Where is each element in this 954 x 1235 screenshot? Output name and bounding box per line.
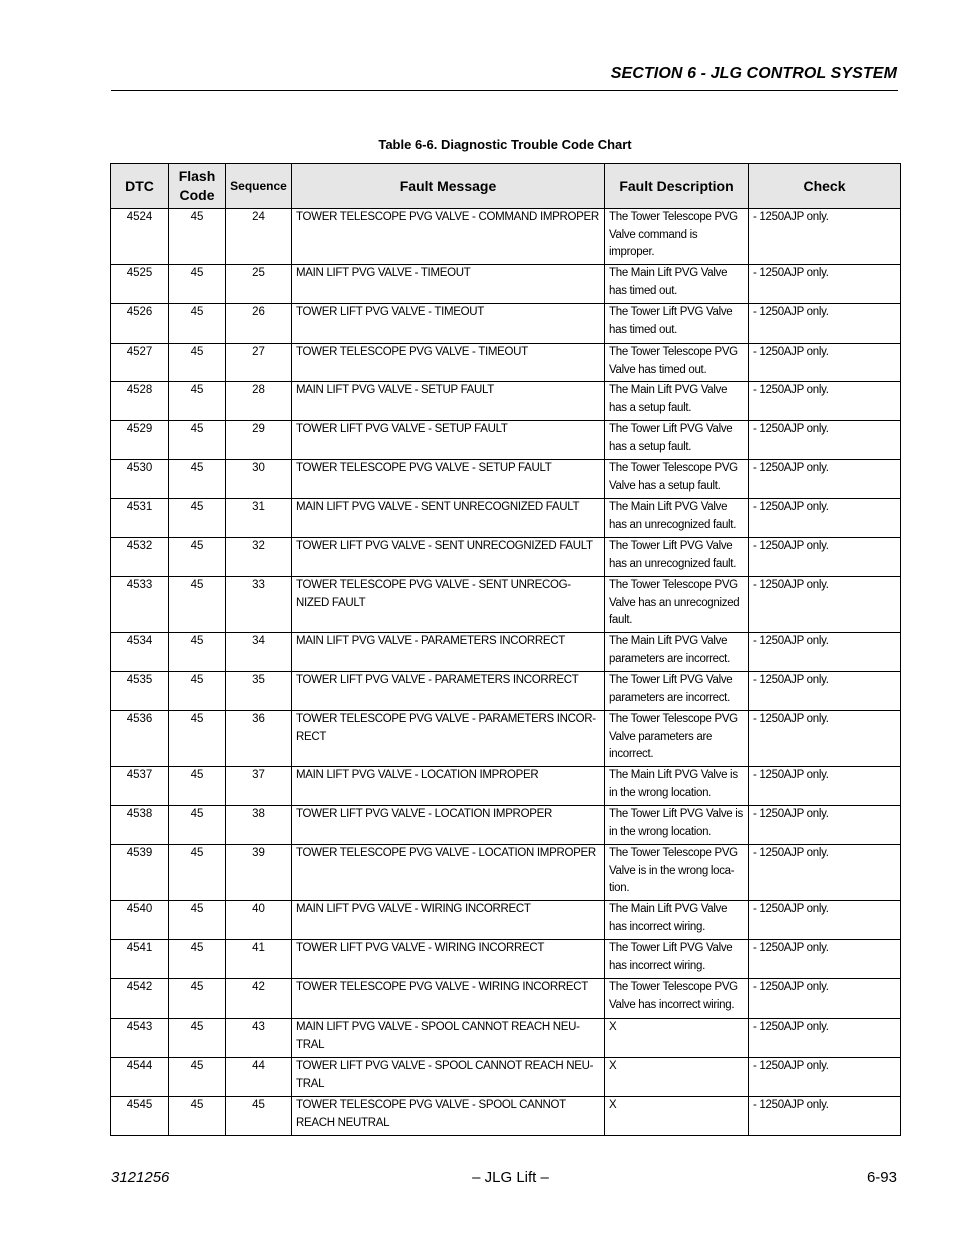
cell-flash-code: 45: [169, 845, 226, 901]
table-row: [111, 767, 901, 806]
cell-fault-message: MAIN LIFT PVG VALVE - SETUP FAULT: [292, 382, 605, 421]
table-row: [111, 499, 901, 538]
cell-check: - 1250AJP only.: [749, 806, 901, 845]
cell-fault-description: X: [605, 1097, 749, 1136]
table-row: [111, 845, 901, 901]
cell-check: - 1250AJP only.: [749, 979, 901, 1019]
cell-fault-message: TOWER LIFT PVG VALVE - LOCATION IMPROPER: [292, 806, 605, 845]
cell-fault-message: MAIN LIFT PVG VALVE - PARAMETERS INCORRECT: [292, 633, 605, 672]
cell-sequence: 30: [226, 460, 292, 499]
cell-fault-message: TOWER TELESCOPE PVG VALVE - SENT UNRECOG-NIZED FAULT: [292, 577, 605, 633]
column-header-sequence: Sequence: [226, 164, 292, 209]
cell-dtc: 4525: [111, 265, 169, 304]
table-row: [111, 538, 901, 577]
cell-fault-description: The Tower Lift PVG Valve has a setup fault.: [605, 421, 749, 460]
cell-sequence: 24: [226, 209, 292, 265]
cell-fault-description: The Tower Telescope PVG Valve has an unrecognized fault.: [605, 577, 749, 633]
cell-fault-description: The Tower Telescope PVG Valve is in the wrong loca-tion.: [605, 845, 749, 901]
cell-flash-code: 45: [169, 1019, 226, 1058]
cell-dtc: 4531: [111, 499, 169, 538]
cell-sequence: 32: [226, 538, 292, 577]
cell-check: - 1250AJP only.: [749, 1058, 901, 1097]
cell-fault-message: MAIN LIFT PVG VALVE - LOCATION IMPROPER: [292, 767, 605, 806]
cell-check: - 1250AJP only.: [749, 577, 901, 633]
cell-dtc: 4541: [111, 940, 169, 979]
cell-fault-message: TOWER LIFT PVG VALVE - SETUP FAULT: [292, 421, 605, 460]
cell-check: - 1250AJP only.: [749, 845, 901, 901]
cell-fault-message: TOWER LIFT PVG VALVE - WIRING INCORRECT: [292, 940, 605, 979]
cell-dtc: 4540: [111, 901, 169, 940]
cell-dtc: 4532: [111, 538, 169, 577]
cell-fault-description: The Tower Telescope PVG Valve has a setup fault.: [605, 460, 749, 499]
cell-dtc: 4534: [111, 633, 169, 672]
cell-sequence: 40: [226, 901, 292, 940]
cell-flash-code: 45: [169, 460, 226, 499]
cell-check: - 1250AJP only.: [749, 633, 901, 672]
cell-check: - 1250AJP only.: [749, 304, 901, 344]
table-row: [111, 672, 901, 711]
cell-fault-description: The Tower Telescope PVG Valve has incorrect wiring.: [605, 979, 749, 1019]
cell-sequence: 25: [226, 265, 292, 304]
cell-flash-code: 45: [169, 344, 226, 382]
cell-dtc: 4524: [111, 209, 169, 265]
cell-fault-message: TOWER LIFT PVG VALVE - PARAMETERS INCORRECT: [292, 672, 605, 711]
table-row: [111, 806, 901, 845]
footer-doc-number: 3121256: [111, 1169, 170, 1186]
cell-fault-description: The Main Lift PVG Valve has timed out.: [605, 265, 749, 304]
cell-check: - 1250AJP only.: [749, 940, 901, 979]
cell-fault-description: The Tower Lift PVG Valve is in the wrong location.: [605, 806, 749, 845]
cell-fault-message: TOWER TELESCOPE PVG VALVE - WIRING INCORRECT: [292, 979, 605, 1019]
cell-sequence: 33: [226, 577, 292, 633]
cell-fault-description: The Tower Lift PVG Valve parameters are incorrect.: [605, 672, 749, 711]
cell-flash-code: 45: [169, 209, 226, 265]
cell-flash-code: 45: [169, 711, 226, 767]
cell-dtc: 4543: [111, 1019, 169, 1058]
cell-fault-message: TOWER TELESCOPE PVG VALVE - SETUP FAULT: [292, 460, 605, 499]
cell-fault-description: The Tower Lift PVG Valve has an unrecognized fault.: [605, 538, 749, 577]
cell-fault-description: The Main Lift PVG Valve is in the wrong location.: [605, 767, 749, 806]
cell-dtc: 4528: [111, 382, 169, 421]
cell-dtc: 4538: [111, 806, 169, 845]
cell-flash-code: 45: [169, 901, 226, 940]
cell-fault-description: The Main Lift PVG Valve has a setup fault.: [605, 382, 749, 421]
table-row: [111, 940, 901, 979]
cell-flash-code: 45: [169, 979, 226, 1019]
column-header-dtc: DTC: [111, 164, 169, 209]
cell-check: - 1250AJP only.: [749, 460, 901, 499]
cell-sequence: 26: [226, 304, 292, 344]
table-row: [111, 304, 901, 344]
cell-check: - 1250AJP only.: [749, 499, 901, 538]
cell-dtc: 4544: [111, 1058, 169, 1097]
cell-dtc: 4545: [111, 1097, 169, 1136]
cell-flash-code: 45: [169, 1058, 226, 1097]
cell-sequence: 41: [226, 940, 292, 979]
cell-fault-description: The Main Lift PVG Valve has an unrecognized fault.: [605, 499, 749, 538]
cell-flash-code: 45: [169, 421, 226, 460]
cell-sequence: 31: [226, 499, 292, 538]
cell-check: - 1250AJP only.: [749, 344, 901, 382]
cell-flash-code: 45: [169, 767, 226, 806]
cell-flash-code: 45: [169, 577, 226, 633]
table-row: [111, 209, 901, 265]
column-header-fault-message: Fault Message: [292, 164, 605, 209]
table-title: Table 6-6. Diagnostic Trouble Code Chart: [378, 137, 632, 152]
cell-sequence: 29: [226, 421, 292, 460]
table-row: [111, 901, 901, 940]
cell-dtc: 4535: [111, 672, 169, 711]
cell-dtc: 4530: [111, 460, 169, 499]
cell-fault-message: TOWER LIFT PVG VALVE - SPOOL CANNOT REACH NEU-TRAL: [292, 1058, 605, 1097]
cell-flash-code: 45: [169, 304, 226, 344]
cell-dtc: 4527: [111, 344, 169, 382]
footer-publisher: – JLG Lift –: [472, 1169, 549, 1186]
column-header-fault-description: Fault Description: [605, 164, 749, 209]
cell-sequence: 36: [226, 711, 292, 767]
cell-fault-message: TOWER LIFT PVG VALVE - SENT UNRECOGNIZED FAULT: [292, 538, 605, 577]
cell-check: - 1250AJP only.: [749, 209, 901, 265]
cell-check: - 1250AJP only.: [749, 421, 901, 460]
table-row: [111, 1097, 901, 1136]
cell-fault-message: TOWER TELESCOPE PVG VALVE - PARAMETERS INCOR-RECT: [292, 711, 605, 767]
cell-fault-message: TOWER TELESCOPE PVG VALVE - COMMAND IMPROPER: [292, 209, 605, 265]
cell-fault-description: The Main Lift PVG Valve has incorrect wiring.: [605, 901, 749, 940]
cell-dtc: 4536: [111, 711, 169, 767]
cell-flash-code: 45: [169, 633, 226, 672]
footer-page-number: 6-93: [866, 1169, 897, 1186]
cell-fault-description: The Tower Telescope PVG Valve command is improper.: [605, 209, 749, 265]
cell-fault-description: The Tower Lift PVG Valve has incorrect wiring.: [605, 940, 749, 979]
cell-check: - 1250AJP only.: [749, 672, 901, 711]
table-row: [111, 979, 901, 1019]
cell-sequence: 37: [226, 767, 292, 806]
cell-check: - 1250AJP only.: [749, 382, 901, 421]
table-header-row: [111, 164, 901, 209]
cell-dtc: 4537: [111, 767, 169, 806]
cell-check: - 1250AJP only.: [749, 1097, 901, 1136]
cell-flash-code: 45: [169, 940, 226, 979]
cell-check: - 1250AJP only.: [749, 711, 901, 767]
cell-dtc: 4529: [111, 421, 169, 460]
cell-sequence: 45: [226, 1097, 292, 1136]
cell-sequence: 27: [226, 344, 292, 382]
header-rule: [111, 90, 898, 91]
cell-dtc: 4533: [111, 577, 169, 633]
cell-sequence: 43: [226, 1019, 292, 1058]
column-header-check: Check: [749, 164, 901, 209]
table-row: [111, 1019, 901, 1058]
cell-dtc: 4539: [111, 845, 169, 901]
cell-sequence: 28: [226, 382, 292, 421]
cell-fault-description: The Tower Telescope PVG Valve parameters are incorrect.: [605, 711, 749, 767]
cell-check: - 1250AJP only.: [749, 767, 901, 806]
cell-sequence: 38: [226, 806, 292, 845]
cell-check: - 1250AJP only.: [749, 265, 901, 304]
table-row: [111, 460, 901, 499]
cell-dtc: 4542: [111, 979, 169, 1019]
cell-flash-code: 45: [169, 538, 226, 577]
cell-fault-description: The Tower Telescope PVG Valve has timed out.: [605, 344, 749, 382]
cell-sequence: 44: [226, 1058, 292, 1097]
cell-fault-message: TOWER TELESCOPE PVG VALVE - TIMEOUT: [292, 344, 605, 382]
cell-fault-message: TOWER LIFT PVG VALVE - TIMEOUT: [292, 304, 605, 344]
cell-flash-code: 45: [169, 672, 226, 711]
cell-fault-description: The Tower Lift PVG Valve has timed out.: [605, 304, 749, 344]
cell-fault-message: TOWER TELESCOPE PVG VALVE - SPOOL CANNOT REACH NEUTRAL: [292, 1097, 605, 1136]
cell-fault-description: The Main Lift PVG Valve parameters are incorrect.: [605, 633, 749, 672]
cell-flash-code: 45: [169, 265, 226, 304]
table-row: [111, 344, 901, 382]
cell-sequence: 35: [226, 672, 292, 711]
cell-check: - 1250AJP only.: [749, 901, 901, 940]
cell-check: - 1250AJP only.: [749, 538, 901, 577]
cell-fault-message: MAIN LIFT PVG VALVE - SENT UNRECOGNIZED FAULT: [292, 499, 605, 538]
cell-fault-message: TOWER TELESCOPE PVG VALVE - LOCATION IMPROPER: [292, 845, 605, 901]
cell-flash-code: 45: [169, 499, 226, 538]
cell-flash-code: 45: [169, 806, 226, 845]
section-header: SECTION 6 - JLG CONTROL SYSTEM: [610, 65, 897, 82]
cell-sequence: 42: [226, 979, 292, 1019]
table-row: [111, 1058, 901, 1097]
cell-fault-description: X: [605, 1058, 749, 1097]
cell-fault-description: X: [605, 1019, 749, 1058]
cell-fault-message: MAIN LIFT PVG VALVE - TIMEOUT: [292, 265, 605, 304]
table-row: [111, 633, 901, 672]
cell-fault-message: MAIN LIFT PVG VALVE - WIRING INCORRECT: [292, 901, 605, 940]
cell-sequence: 34: [226, 633, 292, 672]
cell-flash-code: 45: [169, 382, 226, 421]
cell-flash-code: 45: [169, 1097, 226, 1136]
cell-sequence: 39: [226, 845, 292, 901]
table-row: [111, 382, 901, 421]
table-row: [111, 577, 901, 633]
cell-dtc: 4526: [111, 304, 169, 344]
cell-check: - 1250AJP only.: [749, 1019, 901, 1058]
diagnostic-trouble-code-table: [110, 163, 901, 1136]
cell-fault-message: MAIN LIFT PVG VALVE - SPOOL CANNOT REACH NEU-TRAL: [292, 1019, 605, 1058]
table-row: [111, 265, 901, 304]
table-row: [111, 711, 901, 767]
column-header-flash-code: Flash Code: [169, 164, 226, 209]
table-row: [111, 421, 901, 460]
